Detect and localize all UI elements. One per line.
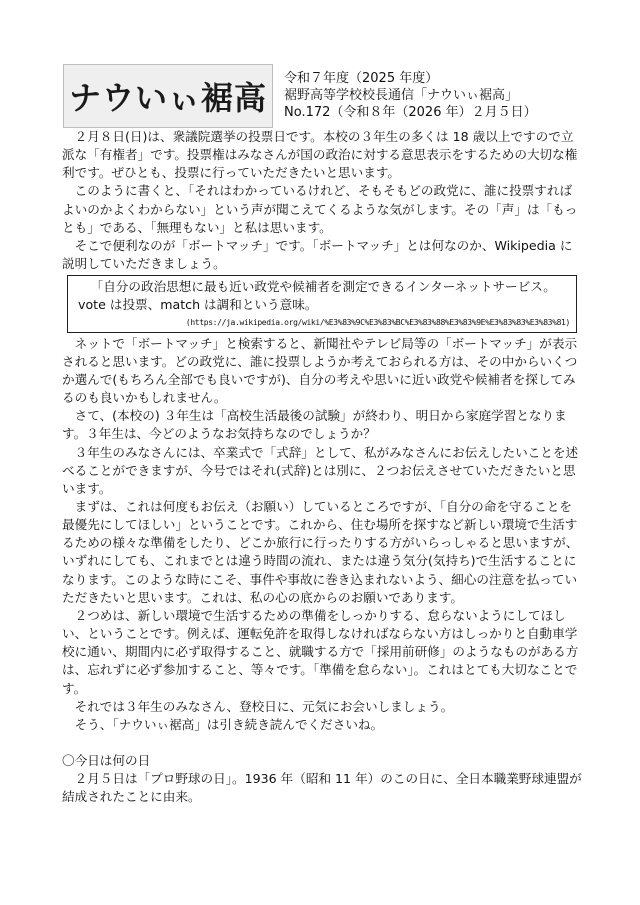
logo-text: ナウいぃ裾高 [68, 79, 267, 117]
section-spacer [62, 734, 582, 752]
issue-number-line: No.172（令和８年（2026 年）２月５日） [284, 105, 537, 120]
paragraph-third-year-exams: さて、(本校の) ３年生は「高校生活最後の試験」が終わり、明日から家庭学習となります。３年生は、今どのようなお気持ちなのでしょうか？ [62, 408, 567, 442]
paragraph-first-message: まずは、これは何度もお伝え（お願い）しているところですが、「自分の命を守ることを最優先にしてほしい」ということです。これから、住む場所を探すなど新しい環境で生活するための様々な準備をしたり、どこか旅行に行ったりする方がいらっしゃると思いますが、いずれにしても、これまでとは違う時間の流れ、または違う気分(気持ち)で生活することになります。このような時にこそ、事件や事故に巻き込まれないよう、細心の注意を払っていただきたいと思います。これは、私の心の底からのお願いであります。 [62, 498, 579, 605]
fiscal-year-line: 令和７年度（2025 年度） [284, 71, 439, 86]
quote-source-url: (https://ja.wikipedia.org/wiki/%E3%83%9C%E3%83%BC%E3%83%88%E3%83%9E%E3%83%83%E3%83%81) [185, 317, 570, 327]
paragraph-farewell: それでは３年生のみなさん、登校日に、元気にお会いしましょう。 [74, 698, 454, 714]
today-heading: 〇今日は何の日 [62, 753, 151, 768]
newsletter-logo [63, 64, 273, 128]
paragraph-voter-question: このように書くと、「それはわかっているけれど、そもそもどの政党に、誰に投票すればよいのかよくわからない」という声が聞こえてくるような気がします。その「声」は「もっとも」である、「無理もない」と私は思います。 [62, 183, 578, 235]
quote-text: 「自分の政治思想に最も近い政党や候補者を測定できるインターネットサービス。vote は投票、match は調和という意味。 [78, 279, 556, 313]
newsletter-header-info [284, 70, 537, 121]
today-text: ２月５日は「プロ野球の日」。1936 年（昭和 11 年）のこの日に、全日本職業野球連盟が結成されたことに由来。 [62, 771, 582, 805]
paragraph-two-messages: ３年生のみなさんには、卒業式で「式辞」として、私がみなさんにお伝えしたいことを述べることができますが、今号ではそれ(式辞)とは別に、２つお伝えさせていただきたいと思います。 [62, 444, 579, 496]
paragraph-second-message: ２つめは、新しい環境で生活するための準備をしっかりする、怠らないようにしてほしい、ということです。例えば、運転免許を取得しなければならない方はしっかりと自動車学校に通い、期間内に必ず取得すること、就職する方で「採用前研修」のようなものがある方は、忘れずに必ず参加すること、等々です。「準備を怠らない」。これはとても大切なことです。 [62, 607, 579, 696]
paragraph-keep-reading: そう、「ナウいぃ裾高」は引き続き読んでくださいね。 [74, 716, 384, 732]
newsletter-title-line: 裾野高等学校校長通信「ナウいぃ裾高」 [284, 88, 519, 103]
wikipedia-quote-box [67, 275, 577, 332]
paragraph-election: ２月８日(日)は、衆議院選挙の投票日です。本校の３年生の多くは 18 歳以上ですので立派な「有権者」です。投票権はみなさんが国の政治に対する意思表示をするための大切な権利です。ぜひとも、投票に行っていただきたいと思います。 [62, 129, 578, 181]
paragraph-vote-match-intro: そこで便利なのが「ボートマッチ」です。「ボートマッチ」とは何なのか、Wikipedia に説明していただきましょう。 [62, 237, 573, 272]
article-body [62, 128, 582, 806]
paragraph-vote-match-search: ネットで「ボートマッチ」と検索すると、新聞社やテレビ局等の「ボートマッチ」が表示されると思います。どの政党に、誰に投票しようか考えておられる方は、その中からいくつか選んで(もちろん全部でも良いですが)、自分の考えや思いに近い政党や候補者を探してみるのも良いかもしれません。 [62, 335, 578, 406]
